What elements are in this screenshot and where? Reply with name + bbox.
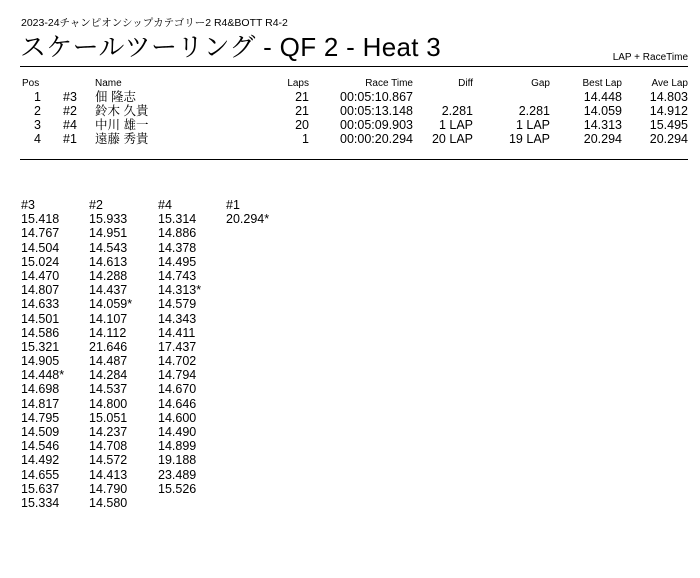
gap-cell: 1 LAP xyxy=(515,118,550,132)
lap-time-cell: 15.024 xyxy=(21,254,60,269)
header-divider xyxy=(20,66,688,67)
results-divider xyxy=(20,159,688,160)
laps-cell: 21 xyxy=(295,104,309,118)
car-number-cell: #2 xyxy=(63,104,77,118)
lap-time-cell: 14.613 xyxy=(89,254,128,269)
lap-time-cell: 20.294* xyxy=(226,212,270,227)
lap-time-cell: 14.633 xyxy=(21,297,60,312)
lap-time-cell: 14.546 xyxy=(21,439,60,454)
race-time-cell: 00:05:10.867 xyxy=(340,90,413,104)
lap-time-cell: 14.572 xyxy=(89,453,128,468)
report-type-label: LAP + RaceTime xyxy=(612,52,688,63)
table-row xyxy=(0,104,700,118)
col-header-ave-lap: Ave Lap xyxy=(651,78,688,89)
lap-time-cell: 14.800 xyxy=(89,396,128,411)
lap-time-cell: 14.495 xyxy=(158,254,197,269)
lap-time-cell: 14.702 xyxy=(158,354,197,369)
car-number-cell: #1 xyxy=(63,132,77,146)
lap-time-cell: 14.411 xyxy=(158,325,196,340)
lap-time-cell: 15.933 xyxy=(89,212,128,227)
lap-time-cell: 17.437 xyxy=(158,339,197,354)
lap-column-header: #2 xyxy=(89,198,103,212)
lap-time-cell: 14.437 xyxy=(89,283,128,298)
table-row xyxy=(0,132,700,146)
lap-time-cell: 14.886 xyxy=(158,226,197,241)
diff-cell: 2.281 xyxy=(441,104,473,118)
lap-column xyxy=(21,198,89,510)
results-table xyxy=(0,77,700,146)
lap-column-header: #4 xyxy=(158,198,172,212)
lap-time-cell: 14.059* xyxy=(89,297,133,312)
lap-time-cell: 14.504 xyxy=(21,240,60,255)
ave-lap-cell: 14.912 xyxy=(649,104,688,118)
col-header-best-lap: Best Lap xyxy=(582,78,622,89)
lap-time-cell: 14.487 xyxy=(89,354,128,369)
lap-time-cell: 14.288 xyxy=(89,268,128,283)
col-header-race-time: Race Time xyxy=(365,78,413,89)
lap-time-cell: 14.501 xyxy=(21,311,60,326)
lap-column-header: #3 xyxy=(21,198,35,212)
col-header-gap: Gap xyxy=(531,78,550,89)
lap-time-cell: 14.807 xyxy=(21,283,60,298)
car-number-cell: #4 xyxy=(63,118,77,132)
lap-time-cell: 14.492 xyxy=(21,453,60,468)
lap-time-cell: 15.418 xyxy=(21,212,60,227)
ave-lap-cell: 14.803 xyxy=(649,90,688,104)
lap-time-cell: 14.313* xyxy=(158,283,202,298)
pos-cell: 3 xyxy=(34,118,41,132)
results-header-row xyxy=(0,77,700,90)
lap-time-cell: 14.237 xyxy=(89,425,128,439)
best-lap-cell: 14.059 xyxy=(583,104,622,118)
ave-lap-cell: 15.495 xyxy=(649,118,688,132)
race-time-cell: 00:05:09.903 xyxy=(340,118,413,132)
ave-lap-cell: 20.294 xyxy=(649,132,688,146)
lap-time-cell: 14.905 xyxy=(21,354,60,369)
page-title: スケールツーリング - QF 2 - Heat 3 xyxy=(20,32,442,62)
driver-name-cell: 中川 雄一 xyxy=(95,118,149,132)
lap-time-cell: 14.790 xyxy=(89,481,128,496)
lap-column xyxy=(158,198,226,496)
lap-time-cell: 23.489 xyxy=(158,467,197,482)
table-row xyxy=(0,90,700,104)
gap-cell: 2.281 xyxy=(518,104,550,118)
driver-name-cell: 遠藤 秀貴 xyxy=(95,132,149,146)
lap-time-cell: 15.637 xyxy=(21,481,60,496)
lap-time-cell: 14.448* xyxy=(21,368,65,383)
lap-time-cell: 19.188 xyxy=(158,453,197,468)
lap-time-cell: 21.646 xyxy=(89,339,128,354)
lap-time-cell: 14.586 xyxy=(21,325,60,340)
lap-time-cell: 14.767 xyxy=(21,226,60,241)
lap-time-cell: 14.795 xyxy=(21,410,60,425)
lap-column xyxy=(226,198,294,226)
pos-cell: 1 xyxy=(34,90,41,104)
pos-cell: 4 xyxy=(34,132,41,146)
lap-time-cell: 14.794 xyxy=(158,368,197,383)
lap-time-cell: 14.708 xyxy=(89,439,128,454)
lap-time-cell: 15.526 xyxy=(158,481,197,496)
lap-column-header: #1 xyxy=(226,198,240,212)
lap-time-cell: 14.951 xyxy=(89,226,128,241)
diff-cell: 1 LAP xyxy=(438,118,473,132)
lap-time-cell: 14.543 xyxy=(89,240,128,255)
table-row xyxy=(0,118,700,132)
best-lap-cell: 20.294 xyxy=(583,132,622,146)
best-lap-cell: 14.313 xyxy=(583,118,622,132)
lap-time-cell: 14.670 xyxy=(158,382,197,397)
col-header-laps: Laps xyxy=(287,78,309,89)
diff-cell: 20 LAP xyxy=(431,132,473,146)
lap-time-cell: 14.698 xyxy=(21,382,60,397)
col-header-pos: Pos xyxy=(22,78,40,89)
lap-time-cell: 14.817 xyxy=(21,396,60,411)
lap-time-cell: 14.112 xyxy=(89,325,127,340)
race-time-cell: 00:05:13.148 xyxy=(340,104,413,118)
lap-time-cell: 15.314 xyxy=(158,212,197,227)
lap-time-cell: 14.470 xyxy=(21,268,60,283)
gap-cell: 19 LAP xyxy=(508,132,550,146)
lap-time-cell: 14.284 xyxy=(89,368,128,383)
lap-time-cell: 14.600 xyxy=(158,410,197,425)
lap-time-cell: 15.051 xyxy=(89,410,128,425)
col-header-name: Name xyxy=(95,78,122,89)
col-header-diff: Diff xyxy=(458,78,473,89)
lap-time-cell: 14.378 xyxy=(158,240,197,255)
lap-time-cell: 14.646 xyxy=(158,396,197,411)
lap-time-cell: 14.537 xyxy=(89,382,128,397)
lap-time-cell: 14.579 xyxy=(158,297,197,312)
event-subtitle: 2023-24チャンピオンシップカテゴリー2 R4&BOTT R4-2 xyxy=(21,17,288,29)
lap-time-cell: 14.107 xyxy=(89,311,128,326)
lap-time-cell: 14.743 xyxy=(158,268,197,283)
lap-time-cell: 15.321 xyxy=(21,339,60,354)
lap-column xyxy=(89,198,157,510)
lap-time-cell: 14.655 xyxy=(21,467,60,482)
car-number-cell: #3 xyxy=(63,90,77,104)
driver-name-cell: 鈴木 久貴 xyxy=(95,104,149,118)
lap-time-cell: 14.580 xyxy=(89,495,128,510)
driver-name-cell: 佃 隆志 xyxy=(95,90,136,104)
lap-time-cell: 14.343 xyxy=(158,311,197,326)
lap-time-cell: 14.509 xyxy=(21,425,60,439)
laps-cell: 1 xyxy=(302,132,309,146)
lap-time-cell: 14.899 xyxy=(158,439,197,454)
lap-time-cell: 14.413 xyxy=(89,467,128,482)
lap-time-cell: 15.334 xyxy=(21,495,60,510)
lap-time-cell: 14.490 xyxy=(158,425,197,439)
pos-cell: 2 xyxy=(34,104,41,118)
laps-cell: 21 xyxy=(295,90,309,104)
laps-cell: 20 xyxy=(295,118,309,132)
race-time-cell: 00:00:20.294 xyxy=(340,132,413,146)
best-lap-cell: 14.448 xyxy=(583,90,622,104)
